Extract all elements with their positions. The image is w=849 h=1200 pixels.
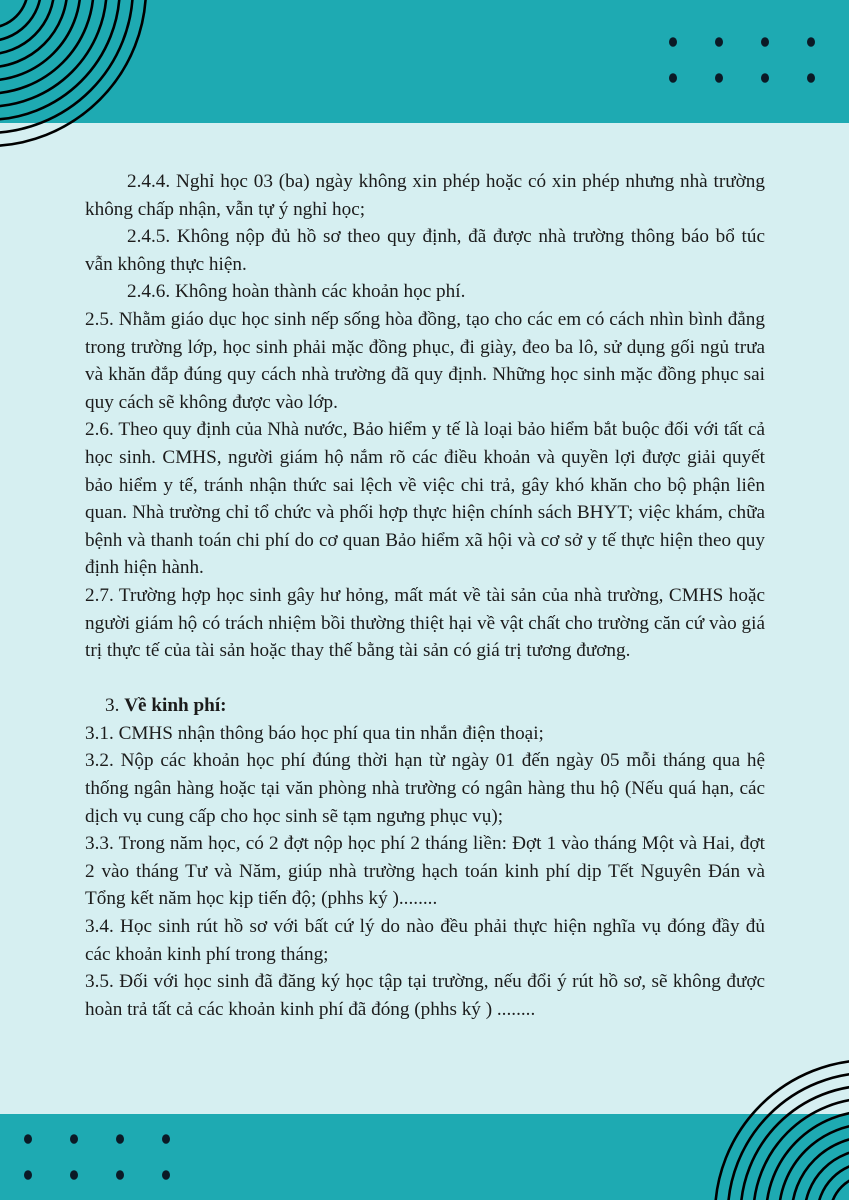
paragraph-2-4-5: 2.4.5. Không nộp đủ hồ sơ theo quy định, đã được nhà trường thông báo bổ túc vẫn không thực hiện. (85, 226, 765, 275)
arc-ring (792, 1137, 849, 1200)
arc-ring (0, 0, 54, 54)
dot (162, 1170, 170, 1180)
section-3-heading (85, 692, 765, 720)
paragraph-2-4-4: 2.4.4. Nghỉ học 03 (ba) ngày không xin phép hoặc có xin phép nhưng nhà trường không chấp nhận, vẫn tự ý nghỉ học; (85, 171, 765, 220)
dot (715, 73, 723, 83)
arc-ring (0, 0, 28, 28)
paragraph-2-7: 2.7. Trường hợp học sinh gây hư hỏng, mất mát về tài sản của nhà trường, CMHS hoặc người giám hộ có trách nhiệm bồi thường thiệt hại về vật chất cho trường căn cứ vào giá trị thực tế của tài sản hoặc thay thế bằng tài sản có giá trị tương đương. (85, 584, 765, 662)
dot (116, 1134, 124, 1144)
dot (761, 37, 769, 47)
concentric-arcs-bottom-right-icon (715, 1060, 849, 1200)
dot (761, 73, 769, 83)
dot (669, 37, 677, 47)
dot-grid-bottom-left-icon (24, 1134, 170, 1180)
dot (24, 1134, 32, 1144)
arc-ring (817, 1162, 849, 1200)
dot (24, 1170, 32, 1180)
section-3-title: Về kinh phí: (124, 695, 227, 717)
dot (807, 73, 815, 83)
item-3-2: 3.2. Nộp các khoản học phí đúng thời hạn từ ngày 01 đến ngày 05 mỗi tháng qua hệ thống ngân hàng hoặc tại văn phòng nhà trường có ngân hàng thu hộ (Nếu quá hạn, các dịch vụ cung cấp cho học sinh sẽ tạm ngưng phục vụ); (85, 750, 765, 827)
dot (669, 73, 677, 83)
document-body (85, 168, 765, 1023)
dot (162, 1134, 170, 1144)
dot (116, 1170, 124, 1180)
dot (70, 1134, 78, 1144)
dot (807, 37, 815, 47)
spacer (85, 665, 765, 693)
paragraph-2-4-6: 2.4.6. Không hoàn thành các khoản học phí. (127, 281, 466, 303)
item-3-5: 3.5. Đối với học sinh đã đăng ký học tập tại trường, nếu đổi ý rút hồ sơ, sẽ không được hoàn trả tất cả các khoản kinh phí đã đóng (phhs ký ) ........ (85, 971, 765, 1020)
concentric-arcs-top-left-icon (0, 0, 146, 146)
item-3-4: 3.4. Học sinh rút hồ sơ với bất cứ lý do nào đều phải thực hiện nghĩa vụ đóng đầy đủ các khoản kinh phí trong tháng; (85, 916, 765, 965)
arc-ring (804, 1149, 849, 1200)
dot (715, 37, 723, 47)
arc-ring (715, 1060, 849, 1200)
arc-ring (0, 0, 94, 94)
arc-ring (0, 0, 67, 67)
dot-grid-top-right-icon (669, 37, 815, 83)
section-3-number: 3. (105, 695, 120, 717)
item-3-1: 3.1. CMHS nhận thông báo học phí qua tin nhắn điện thoại; (85, 722, 544, 744)
dot (70, 1170, 78, 1180)
arc-ring (753, 1098, 849, 1200)
paragraph-2-6: 2.6. Theo quy định của Nhà nước, Bảo hiểm y tế là loại bảo hiểm bắt buộc đối với tất cả học sinh. CMHS, người giám hộ nắm rõ các điều khoản và quyền lợi được giải quyết bảo hiểm y tế, tránh nhận thức sai lệch về việc chi trả, gây khó khăn cho bộ phận liên quan. Nhà trường chỉ tổ chức và phối hợp thực hiện chính sách BHYT; việc khám, chữa bệnh và thanh toán chi phí do cơ quan Bảo hiểm xã hội và cơ sở y tế thực hiện theo quy định hiện hành. (85, 419, 765, 579)
arc-ring (0, 0, 80, 80)
item-3-3: 3.3. Trong năm học, có 2 đợt nộp học phí 2 tháng liền: Đợt 1 vào tháng Một và Hai, đợt 2 vào tháng Tư và Năm, giúp nhà trường hạch toán kinh phí dịp Tết Nguyên Đán và Tổng kết năm học kịp tiến độ; (phhs ký )........ (85, 833, 765, 910)
paragraph-2-5: 2.5. Nhằm giáo dục học sinh nếp sống hòa đồng, tạo cho các em có cách nhìn bình đẳng trong trường lớp, học sinh phải mặc đồng phục, đi giày, đeo ba lô, sử dụng gối ngủ trưa và khăn đắp đúng quy cách nhà trường đã quy định. Những học sinh mặc đồng phục sai quy cách sẽ không được vào lớp. (85, 308, 765, 413)
arc-ring (0, 0, 133, 133)
